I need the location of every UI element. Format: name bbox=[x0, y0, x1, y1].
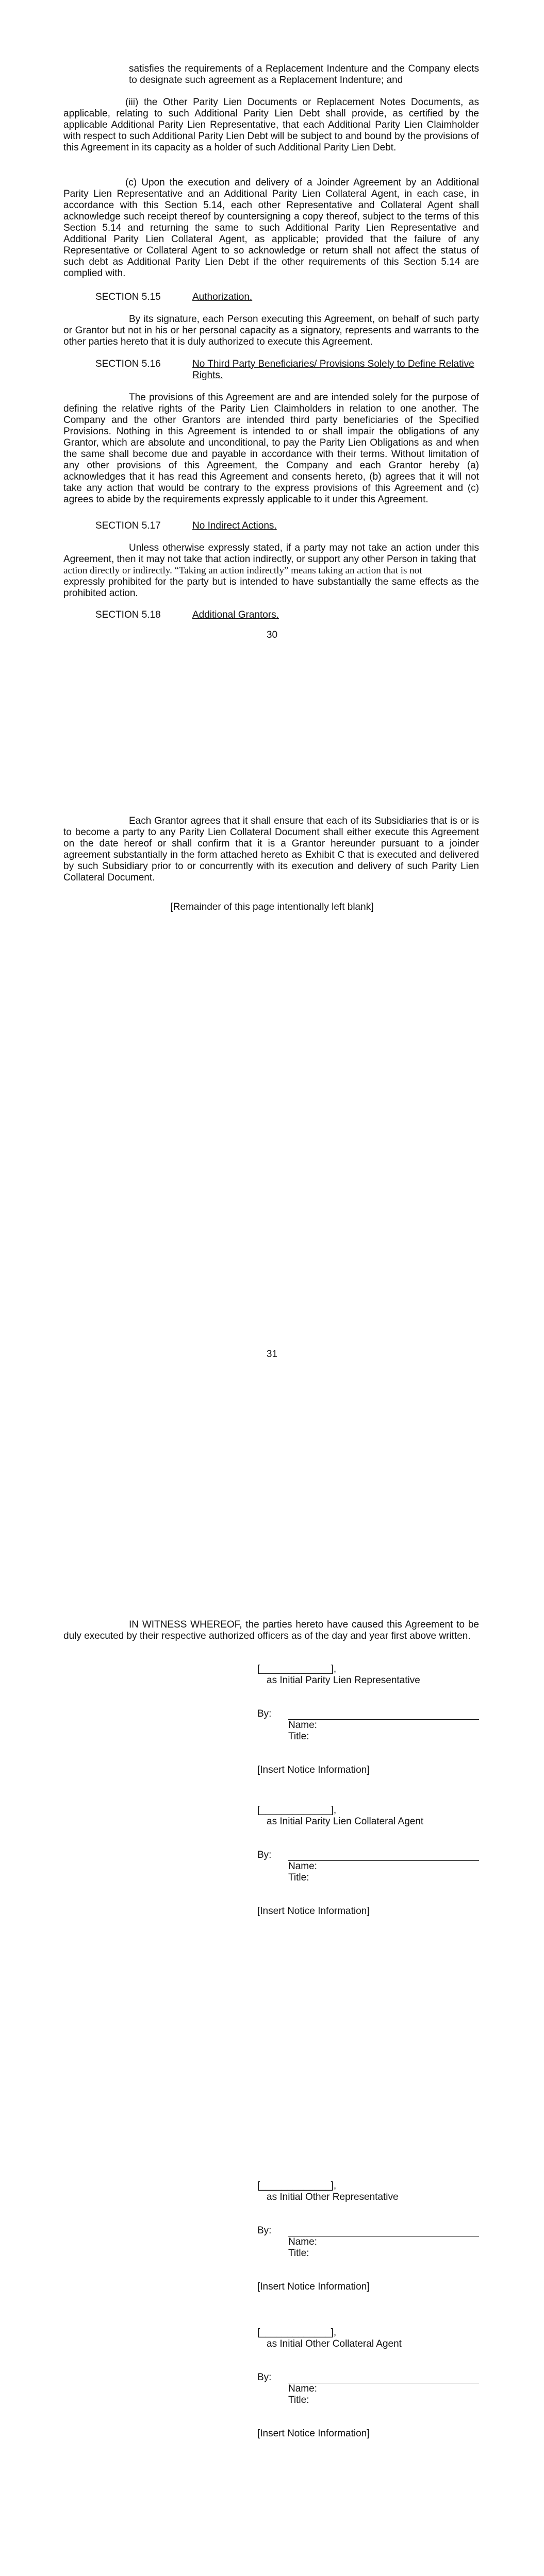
notice-information: [Insert Notice Information] bbox=[257, 1765, 370, 1775]
signature-block-other-representative bbox=[257, 2180, 479, 2293]
party-role: as Initial Parity Lien Representative bbox=[267, 1675, 420, 1686]
paragraph-5-16: The provisions of this Agreement are and are intended solely for the purpose of defining the relative rights of the Parity Lien Claimholders in relation to one another. The Company and the other Grantors are intended third party beneficiaries of the Specified Provisions. Nothing in this Agreement is intended to or shall impair the obligations of any Grantor, which are absolute and unconditional, to pay the Parity Lien Obligations as and when the same shall become due and payable in accordance with their terms. Without limitation of any other provisions of this Agreement, the Company and each Grantor hereby (a) acknowledges that it has read this Agreement and consents hereto, (b) agrees that it will not take any action that would be contrary to the express provisions of this Agreement and (c) agrees to abide by the requirements expressly applicable to it under this Agreement. bbox=[63, 392, 479, 505]
signature-line[interactable] bbox=[257, 1850, 479, 1861]
section-title: Additional Grantors. bbox=[192, 609, 279, 620]
name-label: Name: bbox=[288, 1720, 317, 1731]
paragraph-5-15: By its signature, each Person executing this Agreement, on behalf of such party or Grantor but not in his or her personal capacity as a signatory, represents and warrants to the other parties hereto that it is duly authorized to execute this Agreement. bbox=[63, 314, 479, 347]
witness-paragraph: IN WITNESS WHEREOF, the parties hereto have caused this Agreement to be duly executed by their respective authorized officers as of the day and year first above written. bbox=[63, 1619, 479, 1641]
page-number: 30 bbox=[266, 630, 278, 640]
signature-block-parity-representative bbox=[257, 1664, 479, 1776]
remainder-note: [Remainder of this page intentionally left blank] bbox=[170, 902, 374, 912]
paragraph-5-17-part-c: expressly prohibited for the party but is intended to have substantially the same effects as the prohibited action. bbox=[63, 577, 479, 599]
paragraph-continuation: satisfies the requirements of a Replacement Indenture and the Company elects to designate such agreement as a Replacement Indenture; and bbox=[129, 63, 479, 86]
section-number: SECTION 5.15 bbox=[95, 292, 161, 302]
title-label: Title: bbox=[288, 2395, 309, 2405]
by-label: By: bbox=[257, 2372, 272, 2383]
page-number: 31 bbox=[266, 1349, 278, 1360]
section-5-17-heading bbox=[95, 520, 479, 532]
notice-information: [Insert Notice Information] bbox=[257, 2428, 370, 2439]
section-5-18-heading bbox=[95, 609, 479, 621]
party-name: [_____________], bbox=[257, 1805, 337, 1816]
title-label: Title: bbox=[288, 1872, 309, 1883]
title-label: Title: bbox=[288, 2248, 309, 2259]
signature-rule bbox=[288, 1710, 479, 1720]
paragraph-5-18: Each Grantor agrees that it shall ensure that each of its Subsidiaries that is or is to become a party to any Parity Lien Collateral Document shall either execute this Agreement on the date hereof or shall confirm that it is a Grantor hereunder pursuant to a joinder agreement substantially in the form attached hereto as Exhibit C that is executed and delivered by such Subsidiary prior to or concurrently with its execution and delivery of such Parity Lien Collateral Document. bbox=[63, 816, 479, 883]
name-label: Name: bbox=[288, 2236, 317, 2247]
paragraph-5-17-part-b: action directly or indirectly. “Taking an action indirectly” means taking an action that is not bbox=[63, 565, 422, 576]
party-name: [_____________], bbox=[257, 2180, 337, 2191]
signature-line[interactable] bbox=[257, 2372, 479, 2383]
section-title: No Third Party Beneficiaries/ Provisions Solely to Define Relative Rights. bbox=[192, 359, 474, 381]
section-title: Authorization. bbox=[192, 292, 253, 302]
paragraph-5-17 bbox=[63, 543, 479, 599]
paragraph-5-17-part-a: Unless otherwise expressly stated, if a party may not take an action under this Agreement, then it may not take that action indirectly, or support any other Person in taking that bbox=[63, 543, 479, 565]
section-number: SECTION 5.16 bbox=[95, 359, 161, 369]
by-label: By: bbox=[257, 1708, 272, 1719]
section-number: SECTION 5.18 bbox=[95, 609, 161, 620]
signature-page bbox=[0, 1556, 544, 2576]
name-label: Name: bbox=[288, 1861, 317, 1872]
by-label: By: bbox=[257, 2225, 272, 2236]
paragraph-iii: (iii) the Other Parity Lien Documents or Replacement Notes Documents, as applicable, relating to such Additional Parity Lien Debt shall provide, as certified by the applicable Additional Parity Lien Representative, that each Additional Parity Lien Claimholder with respect to such Additional Parity Lien Debt will be subject to and bound by the provisions of this Agreement in its capacity as a holder of such Additional Parity Lien Debt. bbox=[63, 97, 479, 153]
section-5-15-heading bbox=[95, 292, 479, 303]
name-label: Name: bbox=[288, 2383, 317, 2394]
page-31 bbox=[0, 752, 544, 1556]
party-role: as Initial Other Collateral Agent bbox=[267, 2338, 402, 2349]
notice-information: [Insert Notice Information] bbox=[257, 2281, 370, 2292]
signature-line[interactable] bbox=[257, 2225, 479, 2236]
signature-rule bbox=[288, 1851, 479, 1861]
section-number: SECTION 5.17 bbox=[95, 520, 161, 531]
party-role: as Initial Parity Lien Collateral Agent bbox=[267, 1816, 424, 1827]
by-label: By: bbox=[257, 1850, 272, 1860]
signature-block-parity-collateral-agent bbox=[257, 1805, 479, 1917]
section-5-16-heading bbox=[95, 359, 479, 381]
party-role: as Initial Other Representative bbox=[267, 2192, 399, 2202]
signature-block-other-collateral-agent bbox=[257, 2327, 479, 2439]
page-30 bbox=[0, 0, 544, 752]
party-name: [_____________], bbox=[257, 2327, 337, 2338]
signature-line[interactable] bbox=[257, 1708, 479, 1720]
signature-rule bbox=[288, 2227, 479, 2236]
party-name: [_____________], bbox=[257, 1664, 337, 1674]
title-label: Title: bbox=[288, 1731, 309, 1742]
notice-information: [Insert Notice Information] bbox=[257, 1906, 370, 1917]
signature-rule bbox=[288, 2374, 479, 2383]
section-title: No Indirect Actions. bbox=[192, 520, 277, 531]
paragraph-c: (c) Upon the execution and delivery of a Joinder Agreement by an Additional Parity Lien Representative and an Additional Parity Lien Collateral Agent, in each case, in accordance with this Section 5.14, each other Representative and Collateral Agent shall acknowledge such receipt thereof by countersigning a copy thereof, subject to the terms of this Section 5.14 and returning the same to such Additional Parity Lien Representative and Additional Parity Lien Collateral Agent, as applicable; provided that the failure of any Representative or Collateral Agent to so acknowledge or return shall not affect the status of such debt as Additional Parity Lien Debt if the other requirements of this Section 5.14 are complied with. bbox=[63, 177, 479, 279]
